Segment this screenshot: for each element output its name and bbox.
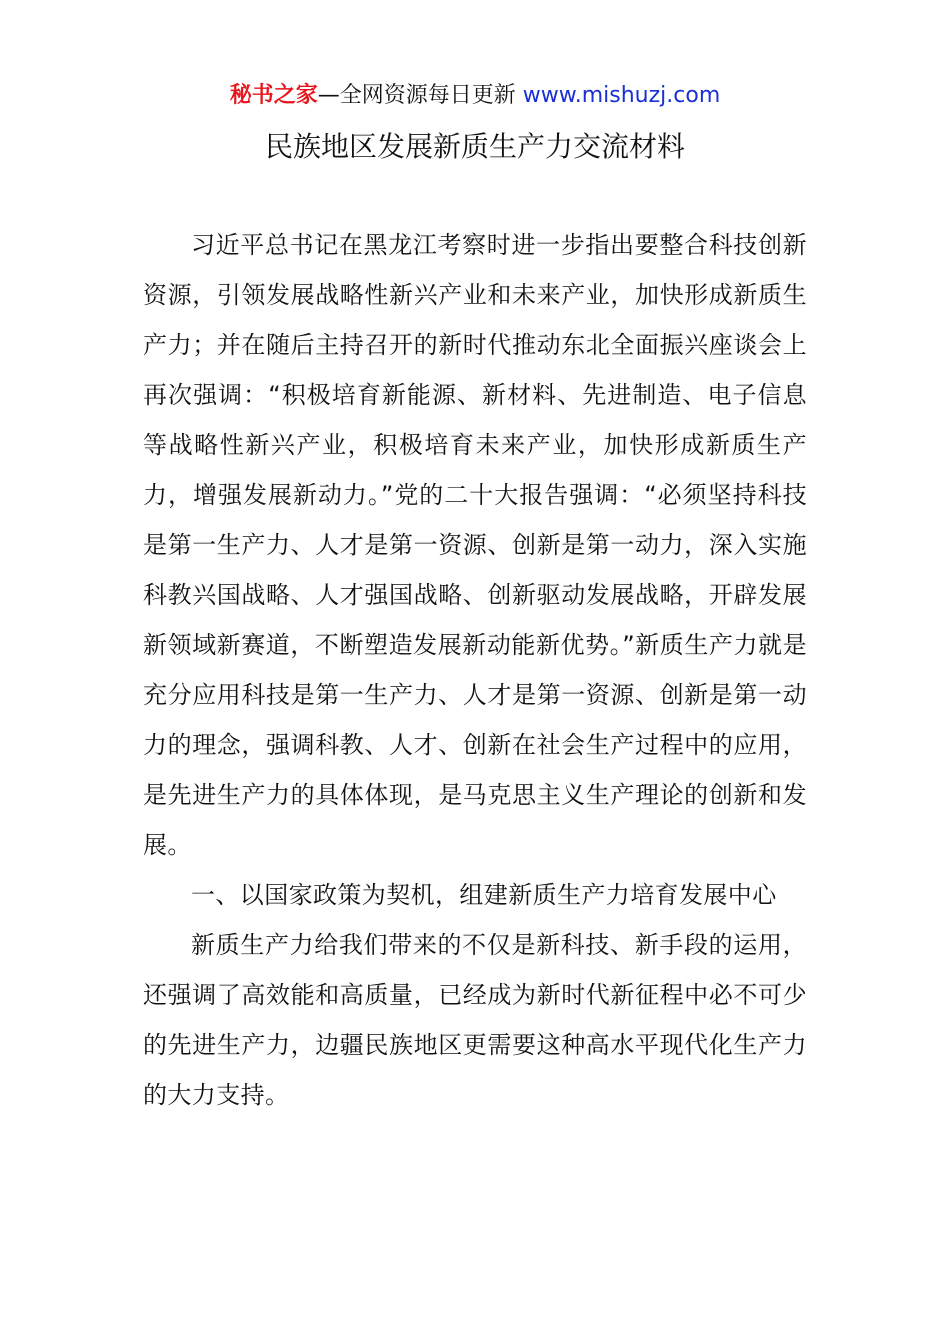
site-header (0, 80, 950, 112)
brand-name: 秘书之家 (229, 83, 318, 108)
site-url-link[interactable]: www.mishuzj.com (522, 83, 721, 108)
paragraph-intro: 习近平总书记在黑龙江考察时进一步指出要整合科技创新资源，引领发展战略性新兴产业和未来产业，加快形成新质生产力；并在随后主持召开的新时代推动东北全面振兴座谈会上再次强调：“积极培育新能源、新材料、先进制造、电子信息等战略性新兴产业，积极培育未来产业，加快形成新质生产力，增强发展新动力。”党的二十大报告强调：“必须坚持科技是第一生产力、人才是第一资源、创新是第一动力，深入实施科教兴国战略、人才强国战略、创新驱动发展战略，开辟发展新领域新赛道，不断塑造发展新动能新优势。”新质生产力就是充分应用科技是第一生产力、人才是第一资源、创新是第一动力的理念，强调科教、人才、创新在社会生产过程中的应用，是先进生产力的具体体现，是马克思主义生产理论的创新和发展。 (143, 231, 807, 859)
document-body (143, 220, 807, 1120)
header-tagline: —全网资源每日更新 (317, 83, 516, 108)
document-title: 民族地区发展新质生产力交流材料 (264, 130, 685, 163)
paragraph-section-1: 新质生产力给我们带来的不仅是新科技、新手段的运用，还强调了高效能和高质量，已经成为新时代新征程中必不可少的先进生产力，边疆民族地区更需要这种高水平现代化生产力的大力支持。 (143, 931, 807, 1109)
section-heading-1: 一、以国家政策为契机，组建新质生产力培育发展中心 (191, 881, 777, 909)
